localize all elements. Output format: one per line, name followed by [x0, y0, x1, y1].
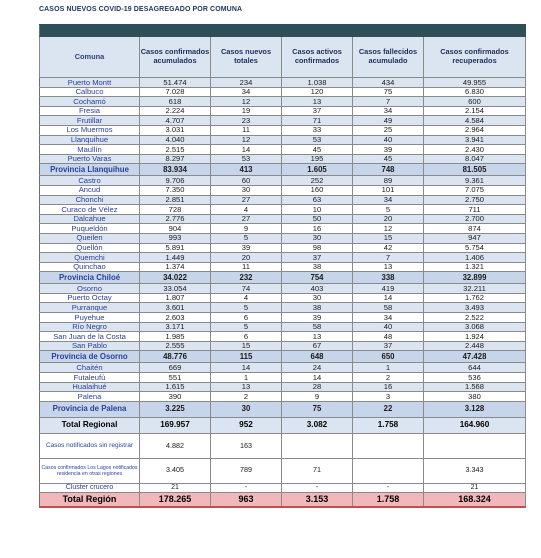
cell-value: 551	[140, 373, 211, 383]
cell-value: 6	[211, 313, 282, 323]
cell-value	[353, 458, 424, 483]
cell-value: 101	[353, 185, 424, 195]
cell-value: 67	[282, 341, 353, 351]
cell-value: 11	[211, 125, 282, 135]
row-label: Provincia Llanquihue	[40, 164, 140, 176]
cell-value: 1.762	[424, 293, 526, 303]
cell-value: 380	[424, 392, 526, 402]
cell-value: 195	[282, 154, 353, 164]
cell-value: -	[353, 483, 424, 492]
cell-value: 390	[140, 392, 211, 402]
cell-value: 6	[211, 332, 282, 342]
cell-value: 164.960	[424, 417, 526, 433]
table-row	[40, 243, 526, 253]
table-row	[40, 97, 526, 107]
cell-value: 3.601	[140, 303, 211, 313]
cell-value: 10	[282, 205, 353, 215]
cell-value: 650	[353, 351, 424, 363]
cell-value: 2.522	[424, 313, 526, 323]
row-label: Purranque	[40, 303, 140, 313]
row-label: Maullín	[40, 145, 140, 155]
cell-value: 232	[211, 272, 282, 284]
table-row	[40, 106, 526, 116]
cell-value: 81.505	[424, 164, 526, 176]
cell-value: 1.374	[140, 262, 211, 272]
cell-value: 63	[282, 195, 353, 205]
cell-value: 13	[211, 382, 282, 392]
cell-value: 644	[424, 363, 526, 373]
cell-value: 2.515	[140, 145, 211, 155]
cell-value: 5	[211, 322, 282, 332]
cell-value: 160	[282, 185, 353, 195]
cell-value: 3	[353, 392, 424, 402]
cell-value: 252	[282, 176, 353, 186]
cell-value: 34	[353, 195, 424, 205]
row-label: Frutillar	[40, 116, 140, 126]
cell-value: 32.899	[424, 272, 526, 284]
cell-value: 5.754	[424, 243, 526, 253]
row-label: Quinchao	[40, 262, 140, 272]
cell-value: 22	[353, 401, 424, 417]
cell-value: 1.406	[424, 253, 526, 263]
cell-value: 74	[211, 284, 282, 294]
cell-value: 9.361	[424, 176, 526, 186]
cell-value: 4.882	[140, 433, 211, 458]
cell-value: 2	[211, 392, 282, 402]
cell-value: 71	[282, 116, 353, 126]
other-regions-row	[40, 458, 526, 483]
cell-value: 1.985	[140, 332, 211, 342]
row-label: Dalcahue	[40, 214, 140, 224]
cell-value: 7.075	[424, 185, 526, 195]
row-label: Río Negro	[40, 322, 140, 332]
row-label: Cluster crucero	[40, 483, 140, 492]
cell-value: 711	[424, 205, 526, 215]
cell-value: 39	[282, 313, 353, 323]
cell-value: 33	[282, 125, 353, 135]
cell-value: 37	[282, 106, 353, 116]
row-label: Quellón	[40, 243, 140, 253]
table-row	[40, 135, 526, 145]
cell-value: 14	[211, 363, 282, 373]
table-row	[40, 262, 526, 272]
row-label: Total Región	[40, 492, 140, 507]
cell-value: 13	[282, 97, 353, 107]
cell-value: 4	[211, 205, 282, 215]
cell-value: 51.474	[140, 78, 211, 88]
table-row	[40, 313, 526, 323]
cell-value: 32.211	[424, 284, 526, 294]
row-label: Provincia de Osorno	[40, 351, 140, 363]
row-label: Los Muermos	[40, 125, 140, 135]
cell-value: 21	[424, 483, 526, 492]
unregistered-cases-row	[40, 433, 526, 458]
province-subtotal-row	[40, 351, 526, 363]
cell-value: 1	[353, 363, 424, 373]
cell-value: 19	[211, 106, 282, 116]
cell-value: 34.022	[140, 272, 211, 284]
cell-value: 75	[353, 87, 424, 97]
cell-value: 30	[282, 293, 353, 303]
cell-value: 49.955	[424, 78, 526, 88]
cell-value: 38	[282, 303, 353, 313]
cell-value: 115	[211, 351, 282, 363]
row-label: Total Regional	[40, 417, 140, 433]
document-title: CASOS NUEVOS COVID-19 DESAGREGADO POR COMUNA	[39, 6, 243, 13]
cell-value: 168.324	[424, 492, 526, 507]
cell-value: 8.297	[140, 154, 211, 164]
cell-value: 49	[353, 116, 424, 126]
column-header: Comuna	[40, 37, 140, 78]
cell-value: 789	[211, 458, 282, 483]
row-label: Palena	[40, 392, 140, 402]
table-row	[40, 205, 526, 215]
cell-value: 419	[353, 284, 424, 294]
cell-value: 4.584	[424, 116, 526, 126]
row-label: Casos notificados sin registrar	[40, 433, 140, 458]
cell-value: 1.605	[282, 164, 353, 176]
cell-value: 618	[140, 97, 211, 107]
cell-value: 48	[353, 332, 424, 342]
cell-value: 178.265	[140, 492, 211, 507]
cell-value: 24	[282, 363, 353, 373]
cell-value: 83.934	[140, 164, 211, 176]
row-label: Provincia Chiloé	[40, 272, 140, 284]
column-header: Casos nuevos totales	[211, 37, 282, 78]
table-row	[40, 224, 526, 234]
cell-value: 1.568	[424, 382, 526, 392]
province-subtotal-row	[40, 401, 526, 417]
cell-value: 1.924	[424, 332, 526, 342]
cell-value: 3.031	[140, 125, 211, 135]
cell-value: 2.776	[140, 214, 211, 224]
cell-value: 3.171	[140, 322, 211, 332]
cell-value	[353, 433, 424, 458]
cell-value: -	[211, 483, 282, 492]
cell-value: 14	[353, 293, 424, 303]
cell-value: 3.941	[424, 135, 526, 145]
row-label: Fresia	[40, 106, 140, 116]
cell-value: 7	[353, 97, 424, 107]
column-header: Casos confirmados acumulados	[140, 37, 211, 78]
cell-value: 34	[353, 106, 424, 116]
cell-value: 952	[211, 417, 282, 433]
cell-value: 2.851	[140, 195, 211, 205]
row-label: Curaco de Vélez	[40, 205, 140, 215]
row-label: San Pablo	[40, 341, 140, 351]
cell-value: 6.830	[424, 87, 526, 97]
table-row	[40, 145, 526, 155]
cell-value: 98	[282, 243, 353, 253]
cell-value: 993	[140, 233, 211, 243]
cell-value: 53	[282, 135, 353, 145]
cell-value: 60	[211, 176, 282, 186]
cell-value: 1.038	[282, 78, 353, 88]
cell-value: 42	[353, 243, 424, 253]
cell-value: 45	[282, 145, 353, 155]
table-row	[40, 253, 526, 263]
column-header: Casos activos confirmados	[282, 37, 353, 78]
table-row	[40, 87, 526, 97]
cell-value: 13	[282, 332, 353, 342]
row-label: San Juan de la Costa	[40, 332, 140, 342]
cell-value: 9	[211, 224, 282, 234]
table-row	[40, 125, 526, 135]
cell-value: 33.054	[140, 284, 211, 294]
cell-value: 45	[353, 154, 424, 164]
cell-value: 234	[211, 78, 282, 88]
cell-value: 58	[353, 303, 424, 313]
cell-value: 39	[211, 243, 282, 253]
row-label: Casos confirmados Los Lagos notificados residencia en otras regiones	[40, 458, 140, 483]
table-row	[40, 392, 526, 402]
cell-value: 5	[353, 205, 424, 215]
province-subtotal-row	[40, 272, 526, 284]
table-row	[40, 176, 526, 186]
cell-value: 7.028	[140, 87, 211, 97]
cell-value: 748	[353, 164, 424, 176]
cell-value: 37	[353, 341, 424, 351]
table-row	[40, 233, 526, 243]
cell-value: 27	[211, 195, 282, 205]
cell-value: 48.776	[140, 351, 211, 363]
cell-value: 34	[211, 87, 282, 97]
cell-value: 3.082	[282, 417, 353, 433]
table-row	[40, 185, 526, 195]
table-row	[40, 341, 526, 351]
cell-value: 1.758	[353, 492, 424, 507]
cell-value: 9	[282, 392, 353, 402]
cell-value: 1.449	[140, 253, 211, 263]
cell-value: 3.343	[424, 458, 526, 483]
column-header: Casos confirmados recuperados	[424, 37, 526, 78]
cell-value: 403	[282, 284, 353, 294]
total-region-row	[40, 492, 526, 507]
cell-value: 434	[353, 78, 424, 88]
row-label: Puerto Varas	[40, 154, 140, 164]
cell-value: 2.603	[140, 313, 211, 323]
row-label: Ancud	[40, 185, 140, 195]
cell-value: 40	[353, 322, 424, 332]
cell-value: 2.555	[140, 341, 211, 351]
cell-value: 5	[211, 303, 282, 313]
row-label: Quemchi	[40, 253, 140, 263]
cell-value: 2.448	[424, 341, 526, 351]
cell-value: 23	[211, 116, 282, 126]
cell-value: 14	[211, 145, 282, 155]
cell-value: 47.428	[424, 351, 526, 363]
table-row	[40, 293, 526, 303]
cell-value: 30	[282, 233, 353, 243]
cell-value: 20	[353, 214, 424, 224]
cell-value: 536	[424, 373, 526, 383]
cell-value: 40	[353, 135, 424, 145]
cell-value	[282, 433, 353, 458]
cell-value: 53	[211, 154, 282, 164]
cell-value: 2.224	[140, 106, 211, 116]
cell-value: 15	[211, 341, 282, 351]
cell-value: 34	[353, 313, 424, 323]
province-subtotal-row	[40, 164, 526, 176]
table-top-band	[40, 25, 526, 37]
row-label: Puerto Montt	[40, 78, 140, 88]
table-row	[40, 322, 526, 332]
cell-value: 3.493	[424, 303, 526, 313]
cell-value: 50	[282, 214, 353, 224]
cell-value: 20	[211, 253, 282, 263]
cell-value: 16	[353, 382, 424, 392]
cell-value: 1.807	[140, 293, 211, 303]
row-label: Puqueldón	[40, 224, 140, 234]
table-row	[40, 332, 526, 342]
cell-value: 600	[424, 97, 526, 107]
cell-value: 3.068	[424, 322, 526, 332]
cell-value	[424, 433, 526, 458]
cell-value: 27	[211, 214, 282, 224]
cell-value: 1.321	[424, 262, 526, 272]
table-row	[40, 154, 526, 164]
cell-value: 7	[353, 253, 424, 263]
cell-value: 904	[140, 224, 211, 234]
cell-value: 15	[353, 233, 424, 243]
cell-value: 120	[282, 87, 353, 97]
cell-value: 2.750	[424, 195, 526, 205]
row-label: Calbuco	[40, 87, 140, 97]
column-header: Casos fallecidos acumulado	[353, 37, 424, 78]
cell-value: 13	[353, 262, 424, 272]
cell-value: -	[282, 483, 353, 492]
table-row	[40, 363, 526, 373]
cell-value: 16	[282, 224, 353, 234]
row-label: Cochamó	[40, 97, 140, 107]
cell-value: 3.153	[282, 492, 353, 507]
table-row	[40, 116, 526, 126]
cell-value: 1.758	[353, 417, 424, 433]
cell-value: 669	[140, 363, 211, 373]
cell-value: 3.405	[140, 458, 211, 483]
cell-value: 648	[282, 351, 353, 363]
cell-value: 37	[282, 253, 353, 263]
cell-value: 58	[282, 322, 353, 332]
row-label: Castro	[40, 176, 140, 186]
row-label: Provincia de Palena	[40, 401, 140, 417]
cell-value: 169.957	[140, 417, 211, 433]
cell-value: 5	[211, 233, 282, 243]
row-label: Puyehue	[40, 313, 140, 323]
cell-value: 30	[211, 185, 282, 195]
cell-value: 3.225	[140, 401, 211, 417]
table-row	[40, 382, 526, 392]
table-row	[40, 373, 526, 383]
cell-value: 9.706	[140, 176, 211, 186]
table-row	[40, 78, 526, 88]
cell-value: 2.700	[424, 214, 526, 224]
cell-value: 163	[211, 433, 282, 458]
cell-value: 3.128	[424, 401, 526, 417]
cell-value: 4.040	[140, 135, 211, 145]
table-header-row	[40, 37, 526, 78]
cell-value: 12	[211, 97, 282, 107]
row-label: Chonchi	[40, 195, 140, 205]
cell-value: 1	[211, 373, 282, 383]
cell-value: 4.707	[140, 116, 211, 126]
cell-value: 4	[211, 293, 282, 303]
cell-value: 338	[353, 272, 424, 284]
cell-value: 25	[353, 125, 424, 135]
cell-value: 75	[282, 401, 353, 417]
total-regional-row	[40, 417, 526, 433]
cell-value: 7.350	[140, 185, 211, 195]
cell-value: 8.047	[424, 154, 526, 164]
cell-value: 39	[353, 145, 424, 155]
cell-value: 21	[140, 483, 211, 492]
cell-value: 89	[353, 176, 424, 186]
cell-value: 413	[211, 164, 282, 176]
cell-value: 2.154	[424, 106, 526, 116]
row-label: Puerto Octay	[40, 293, 140, 303]
cell-value: 1.615	[140, 382, 211, 392]
cell-value: 12	[353, 224, 424, 234]
row-label: Osorno	[40, 284, 140, 294]
row-label: Chaitén	[40, 363, 140, 373]
cell-value: 2.964	[424, 125, 526, 135]
cell-value: 2.430	[424, 145, 526, 155]
table-row	[40, 195, 526, 205]
cell-value: 14	[282, 373, 353, 383]
cell-value: 71	[282, 458, 353, 483]
cell-value: 5.891	[140, 243, 211, 253]
cell-value: 28	[282, 382, 353, 392]
cell-value: 12	[211, 135, 282, 145]
cell-value: 947	[424, 233, 526, 243]
cell-value: 874	[424, 224, 526, 234]
row-label: Queilen	[40, 233, 140, 243]
row-label: Hualaihué	[40, 382, 140, 392]
cell-value: 11	[211, 262, 282, 272]
cell-value: 963	[211, 492, 282, 507]
cell-value: 728	[140, 205, 211, 215]
table-row	[40, 214, 526, 224]
cell-value: 754	[282, 272, 353, 284]
table-row	[40, 303, 526, 313]
cell-value: 30	[211, 401, 282, 417]
row-label: Futaleufú	[40, 373, 140, 383]
table-row	[40, 284, 526, 294]
cell-value: 2	[353, 373, 424, 383]
covid-cases-table	[39, 24, 526, 508]
row-label: Llanquihue	[40, 135, 140, 145]
cell-value: 38	[282, 262, 353, 272]
cluster-row	[40, 483, 526, 492]
